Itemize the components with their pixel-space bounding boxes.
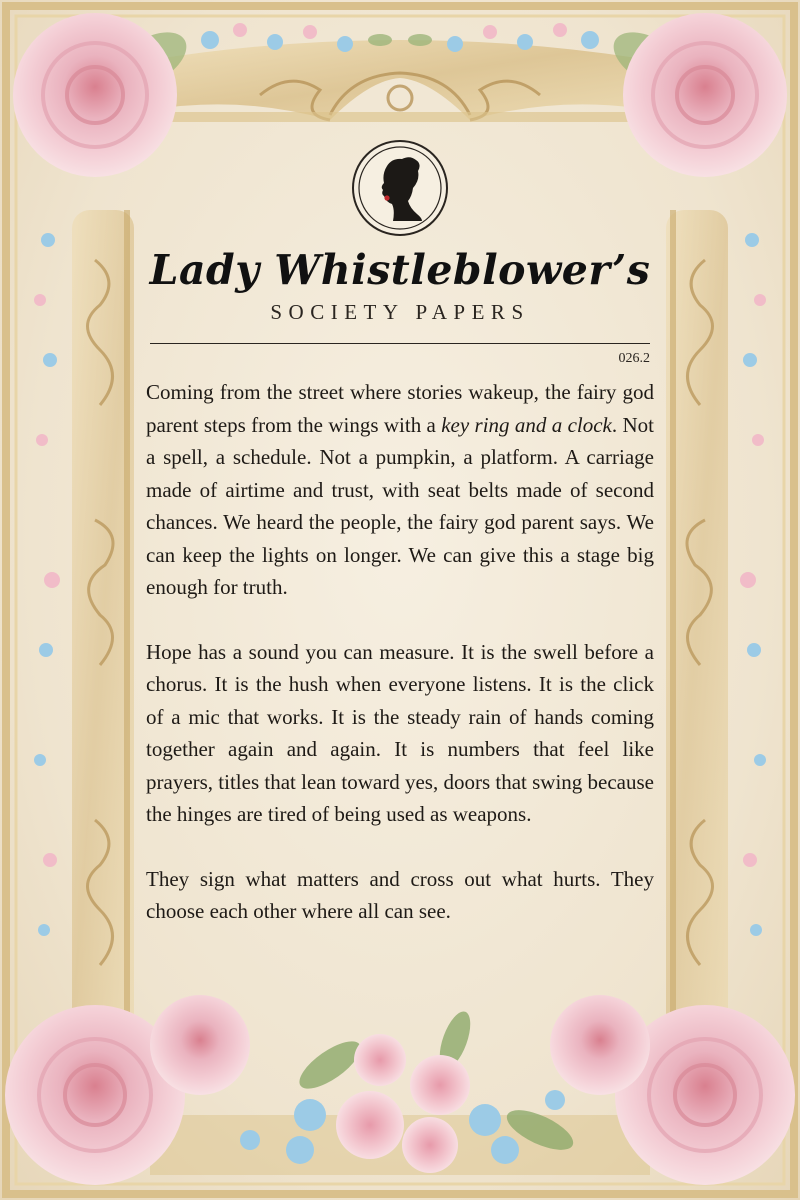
paragraph-1 bbox=[146, 376, 654, 604]
publication-title: Lady Whistleblower’s bbox=[149, 246, 651, 294]
paragraph-1-end: . Not a spell, a schedule. Not a pumpkin, a platform. A carriage made of airtime and trust, with seat belts made of second chances. We heard the people, the fairy god parent says. We can keep the lights on longer. We can give this a stage big enough for truth. bbox=[146, 412, 654, 599]
article-body bbox=[146, 376, 654, 960]
publication-subtitle: SOCIETY PAPERS bbox=[270, 300, 530, 324]
paragraph-1-start: Coming from the street where stories wakeup, the fairy god parent steps from the wings with a bbox=[146, 380, 654, 437]
silhouette-cameo-icon bbox=[350, 138, 450, 238]
paragraph-1-emphasis: key ring and a clock bbox=[441, 412, 612, 437]
paragraph-3: They sign what matters and cross out what hurts. They choose each other where all can see. bbox=[146, 866, 654, 923]
header-divider bbox=[150, 343, 650, 344]
paragraph-2: Hope has a sound you can measure. It is the swell before a chorus. It is the hush when everyone listens. It is the click of a mic that works. It is the steady rain of hands coming together again and again. It is numbers that feel like prayers, titles that lean toward yes, doors that swing because the hinges are tired of being used as weapons. bbox=[146, 639, 654, 826]
issue-number: 026.2 bbox=[618, 351, 650, 366]
